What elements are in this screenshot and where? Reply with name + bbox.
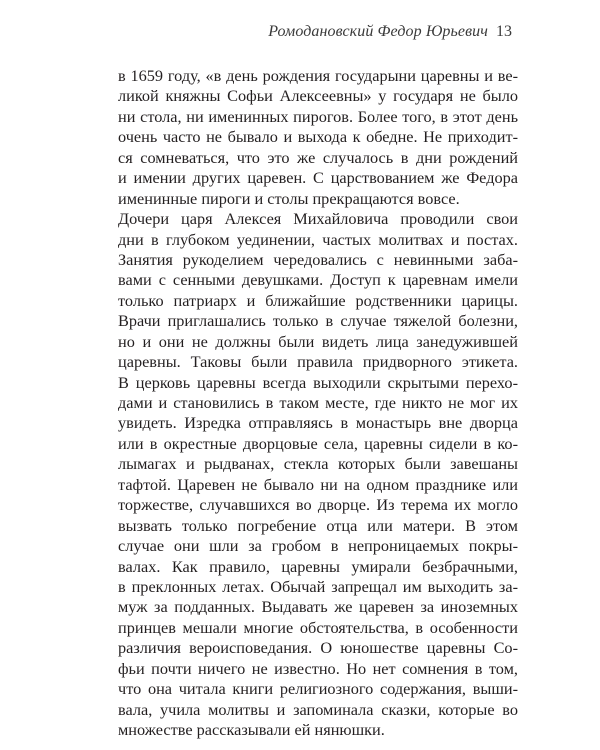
text-line: дни в глубоком уединении, частых молитвах и постах.	[118, 229, 518, 249]
text-line: лымагах и рыдванах, стекла которых были завешаны	[118, 454, 518, 474]
text-line: В церковь царевны всегда выходили скрытыми перехо-	[118, 372, 518, 392]
text-line: валах. Как правило, царевны умирали безбрачными,	[118, 556, 518, 576]
text-line: ни стола, ни именинных пирогов. Более того, в этот день	[118, 106, 518, 126]
text-line: ликой княжны Софьи Алексеевны» у государя не было	[118, 86, 518, 106]
text-line: фьи почти ничего не известно. Но нет сомнения в том,	[118, 658, 518, 678]
text-line: царевны. Таковы были правила придворного этикета.	[118, 352, 518, 372]
text-line: увидеть. Изредка отправляясь в монастырь вне дворца	[118, 413, 518, 433]
running-header: Ромодановский Федор Юрьевич	[268, 23, 488, 40]
text-line: что она читала книги религиозного содержания, выши-	[118, 679, 518, 699]
text-line: множестве рассказывали ей нянюшки.	[118, 720, 385, 739]
text-line: Занятия рукоделием чередовались с невинными забa-	[118, 249, 518, 269]
text-line: Дочери царя Алексея Михайловича проводили свои	[118, 209, 518, 229]
text-line: но и они не должны были видеть лица занедужившей	[118, 331, 518, 351]
text-line: только патриарх и ближайшие родственники царицы.	[118, 290, 518, 310]
text-line: в преклонных летах. Обычай запрещал им выходить за-	[118, 576, 518, 596]
text-line: дами и становились в таком месте, где никто не мог их	[118, 393, 518, 412]
text-line: вами с сенными девушками. Доступ к царевнам имели	[118, 270, 518, 290]
text-line: вала, учила молитвы и запоминала сказки, которые во	[118, 699, 518, 719]
text-line: в 1659 году, «в день рождения государыни царевны и ве-	[118, 66, 518, 85]
text-line: или в окрестные дворцовые села, царевны сидели в ко-	[118, 433, 518, 453]
text-line: и имении других царевен. С царствованием же Федора	[118, 168, 518, 188]
text-line: муж за подданных. Выдавать же царевен за иноземных	[118, 597, 518, 617]
text-line: именинные пироги и столы прекращаются вовсе.	[118, 188, 460, 208]
text-line: торжестве, случавшихся во дворце. Из терема их могло	[118, 495, 518, 515]
text-line: очень часто не бывало и выхода к обедне. Не приходит-	[118, 127, 518, 147]
text-line: ся сомневаться, что это же случалось в дни рождений	[118, 147, 518, 167]
page-number: 13	[496, 23, 512, 40]
text-line: различия вероисповедания. О юношестве царевны Со-	[118, 638, 518, 658]
text-line: вызвать только погребение отца или матери. В этом	[118, 515, 518, 535]
text-line: Врачи приглашались только в случае тяжелой болезни,	[118, 311, 518, 331]
text-line: принцев мешали многие обстоятельства, в особенности	[118, 617, 518, 637]
text-line: тафтой. Царевен не бывало ни на одном празднике или	[118, 474, 518, 494]
body-paragraph	[118, 66, 518, 740]
text-line: случае они шли за гробом в непроницаемых покры-	[118, 536, 518, 556]
